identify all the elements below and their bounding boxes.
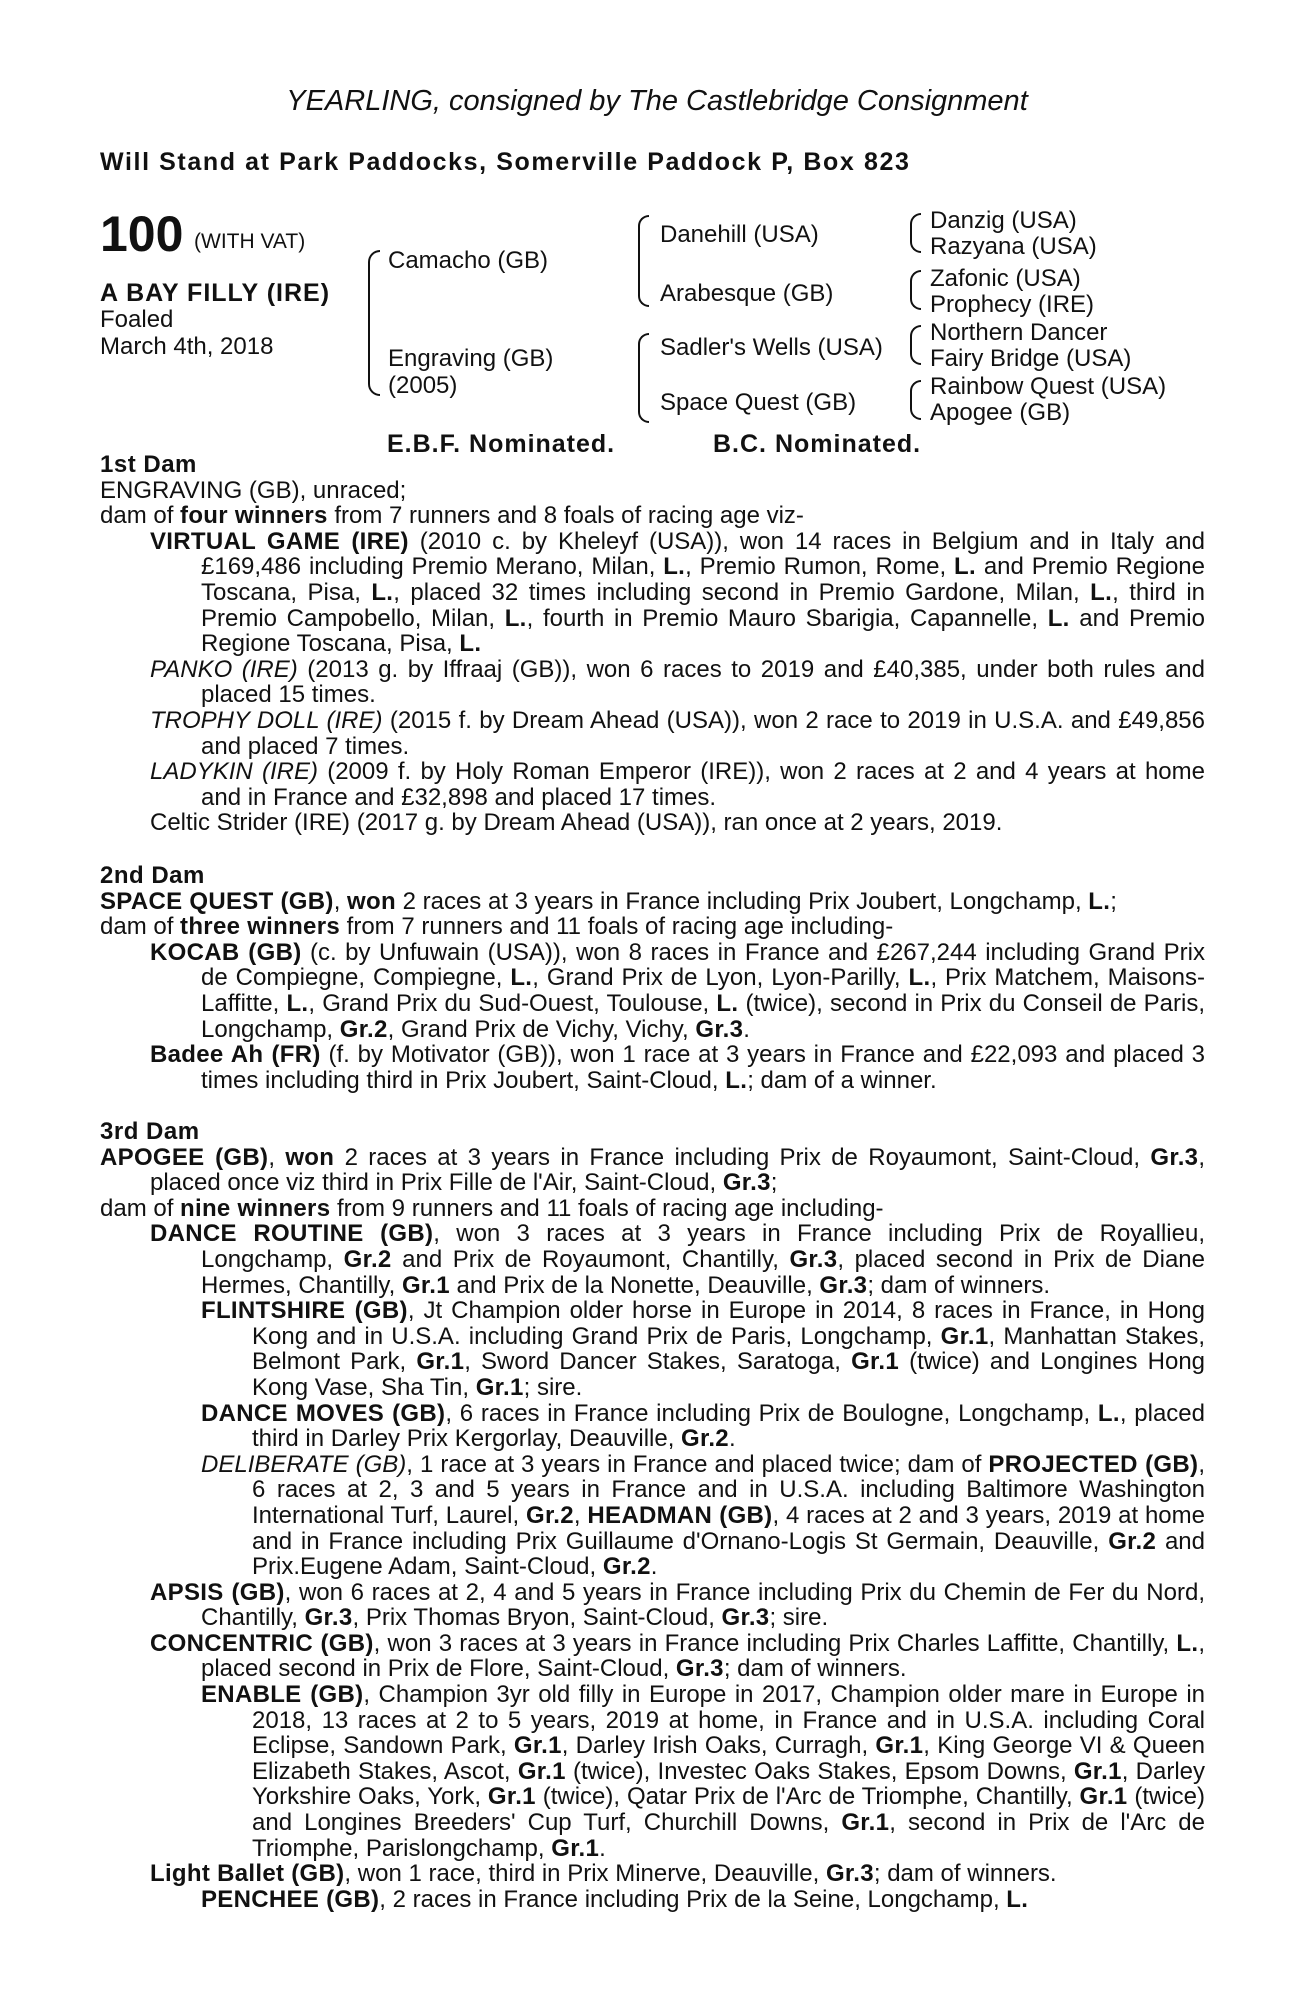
produce-panko: PANKO (IRE) (2013 g. by Iffraaj (GB)), won 6 races to 2019 and £40,385, under both rules and placed 15 times. (150, 655, 1205, 709)
pedigree-dam-sire: Sadler's Wells (USA) (660, 334, 883, 361)
pedigree-brace-sire (638, 215, 649, 307)
vat-note: (WITH VAT) (194, 230, 306, 253)
pedigree-brace-dd (910, 380, 921, 420)
produce-badee-ah: Badee Ah (FR) (f. by Motivator (GB)), won 1 race at 3 years in France and £22,093 and placed 3 times including third in Prix Joubert, Saint-Cloud, L.; dam of a winner. (150, 1041, 1205, 1094)
pedigree-ddd: Apogee (GB) (930, 399, 1071, 426)
produce-flintshire: FLINTSHIRE (GB), Jt Champion older horse in Europe in 2014, 8 races in France, in Hong Kong and in U.S.A. including Grand Prix de Paris, Longchamp, Gr.1, Manhattan Stakes, Belmont Park, Gr.1, Sword Dancer Stakes, Saratoga, Gr.1 (twice) and Longines Hong Kong Vase, Sha Tin, Gr.1; sire. (201, 1297, 1206, 1401)
produce-ladykin: LADYKIN (IRE) (2009 f. by Holy Roman Emperor (IRE)), won 2 races at 2 and 4 years at home and in France and £32,898 and placed 17 times. (150, 758, 1205, 811)
pedigree-sss: Danzig (USA) (930, 207, 1077, 234)
ebf-nominated: E.B.F. Nominated. (387, 430, 616, 458)
third-dam-section (100, 1119, 1205, 1912)
second-dam-produce-summary: dam of three winners from 7 runners and 11 foals of racing age including- (100, 913, 894, 941)
first-dam-produce-summary: dam of four winners from 7 runners and 8 foals of racing age viz- (100, 502, 804, 530)
first-dam-line: ENGRAVING (GB), unraced; (100, 476, 407, 504)
produce-trophy-doll: TROPHY DOLL (IRE) (2015 f. by Dream Ahead (USA)), won 2 race to 2019 in U.S.A. and £49,856 and placed 7 times. (150, 706, 1205, 760)
pedigree-sdd: Prophecy (IRE) (930, 291, 1095, 318)
pedigree-dsd: Fairy Bridge (USA) (930, 345, 1132, 372)
produce-light-ballet: Light Ballet (GB), won 1 race, third in Prix Minerve, Deauville, Gr.3; dam of winners. (150, 1860, 1057, 1888)
produce-deliberate: DELIBERATE (GB), 1 race at 3 years in France and placed twice; dam of PROJECTED (GB), 6 races at 2, 3 and 5 years in France and in U.S.A. including Baltimore Washington International Turf, Laurel, Gr.2, HEADMAN (GB), 4 races at 2 and 3 years, 2019 at home and in France including Prix Guillaume d'Ornano-Logis St Germain, Deauville, Gr.2 and Prix.Eugene Adam, Saint-Cloud, Gr.2. (201, 1450, 1205, 1581)
foaled-date: March 4th, 2018 (100, 333, 274, 360)
produce-dance-routine: DANCE ROUTINE (GB), won 3 races at 3 years in France including Prix de Royallieu, Longchamp, Gr.2 and Prix de Royaumont, Chantilly, Gr.3, placed second in Prix de Diane Hermes, Chantilly, Gr.1 and Prix de la Nonette, Deauville, Gr.3; dam of winners. (150, 1220, 1205, 1299)
pedigree-brace-dam (638, 333, 649, 423)
pedigree-sire: Camacho (GB) (388, 247, 549, 274)
pedigree-sire-dam: Arabesque (GB) (660, 280, 834, 307)
bc-nominated: B.C. Nominated. (713, 430, 922, 458)
second-dam-line: SPACE QUEST (GB), won 2 races at 3 years in France including Prix Joubert, Longchamp, L.; (100, 887, 1117, 915)
produce-concentric: CONCENTRIC (GB), won 3 races at 3 years in France including Prix Charles Laffitte, Chantilly, L., placed second in Prix de Flore, Saint-Cloud, Gr.3; dam of winners. (150, 1629, 1205, 1683)
pedigree-dam: Engraving (GB) (388, 345, 554, 372)
first-dam-title: 1st Dam (100, 451, 197, 478)
produce-kocab: KOCAB (GB) (c. by Unfuwain (USA)), won 8 races in France and £267,244 including Grand Prix de Compiegne, Compiegne, L., Grand Prix de Lyon, Lyon-Parilly, L., Prix Matchem, Maisons-Laffitte, L., Grand Prix du Sud-Ouest, Toulouse, L. (twice), second in Prix du Conseil de Paris, Longchamp, Gr.2, Grand Prix de Vichy, Vichy, Gr.3. (150, 938, 1206, 1043)
third-dam-title: 3rd Dam (100, 1118, 200, 1145)
third-dam-line: APOGEE (GB), won 2 races at 3 years in France including Prix de Royaumont, Saint-Cloud, Gr.3, placed once viz third in Prix Fille de l'Air, Saint-Cloud, Gr.3; (100, 1143, 1205, 1197)
pedigree-brace-ss (910, 213, 921, 253)
pedigree-ssd: Razyana (USA) (930, 233, 1097, 260)
page-header: YEARLING, consigned by The Castlebridge Consignment (286, 85, 1028, 117)
pedigree-dss: Northern Dancer (930, 319, 1108, 346)
produce-apsis: APSIS (GB), won 6 races at 2, 4 and 5 years in France including Prix du Chemin de Fer du Nord, Chantilly, Gr.3, Prix Thomas Bryon, Saint-Cloud, Gr.3; sire. (150, 1578, 1205, 1632)
pedigree-brace-ds (910, 325, 921, 365)
produce-virtual-game: VIRTUAL GAME (IRE) (2010 c. by Kheleyf (USA)), won 14 races in Belgium and in Italy and £169,486 including Premio Merano, Milan, L., Premio Rumon, Rome, L. and Premio Regione Toscana, Pisa, L., placed 32 times including second in Premio Gardone, Milan, L., third in Premio Campobello, Milan, L., fourth in Premio Mauro Sbarigia, Capannelle, L. and Premio Regione Toscana, Pisa, L. (150, 527, 1206, 658)
produce-dance-moves: DANCE MOVES (GB), 6 races in France including Prix de Boulogne, Longchamp, L., placed third in Darley Prix Kergorlay, Deauville, Gr.2. (201, 1399, 1206, 1453)
pedigree-brace-main (368, 250, 380, 396)
produce-penchee: PENCHEE (GB), 2 races in France including Prix de la Seine, Longchamp, L. (201, 1885, 1029, 1913)
produce-celtic-strider: Celtic Strider (IRE) (2017 g. by Dream Ahead (USA)), ran once at 2 years, 2019. (150, 809, 1003, 837)
pedigree-sds: Zafonic (USA) (930, 265, 1081, 292)
first-dam-section (100, 452, 1205, 836)
second-dam-title: 2nd Dam (100, 862, 205, 889)
pedigree-dds: Rainbow Quest (USA) (930, 373, 1167, 400)
pedigree-sire-sire: Danehill (USA) (660, 221, 819, 248)
produce-enable: ENABLE (GB), Champion 3yr old filly in Europe in 2017, Champion older mare in Europe in 2018, 13 races at 2 to 5 years, 2019 at home, in France and in U.S.A. including Coral Eclipse, Sandown Park, Gr.1, Darley Irish Oaks, Curragh, Gr.1, King George VI & Queen Elizabeth Stakes, Ascot, Gr.1 (twice), Investec Oaks Stakes, Epsom Downs, Gr.1, Darley Yorkshire Oaks, York, Gr.1 (twice), Qatar Prix de l'Arc de Triomphe, Chantilly, Gr.1 (twice) and Longines Breeders' Cup Turf, Churchill Downs, Gr.1, second in Prix de l'Arc de Triomphe, Parislongchamp, Gr.1. (201, 1681, 1206, 1862)
second-dam-section (100, 863, 1205, 1093)
lot-name: A BAY FILLY (IRE) (100, 279, 331, 307)
pedigree-brace-sd (910, 270, 921, 310)
third-dam-produce-summary: dam of nine winners from 9 runners and 11 foals of racing age including- (100, 1194, 884, 1222)
stand-location: Will Stand at Park Paddocks, Somerville Paddock P, Box 823 (100, 148, 911, 176)
foaled-label: Foaled (100, 306, 174, 333)
lot-number: 100 (100, 206, 184, 262)
pedigree-dam-year: (2005) (388, 372, 458, 399)
pedigree-dam-dam: Space Quest (GB) (660, 389, 857, 416)
